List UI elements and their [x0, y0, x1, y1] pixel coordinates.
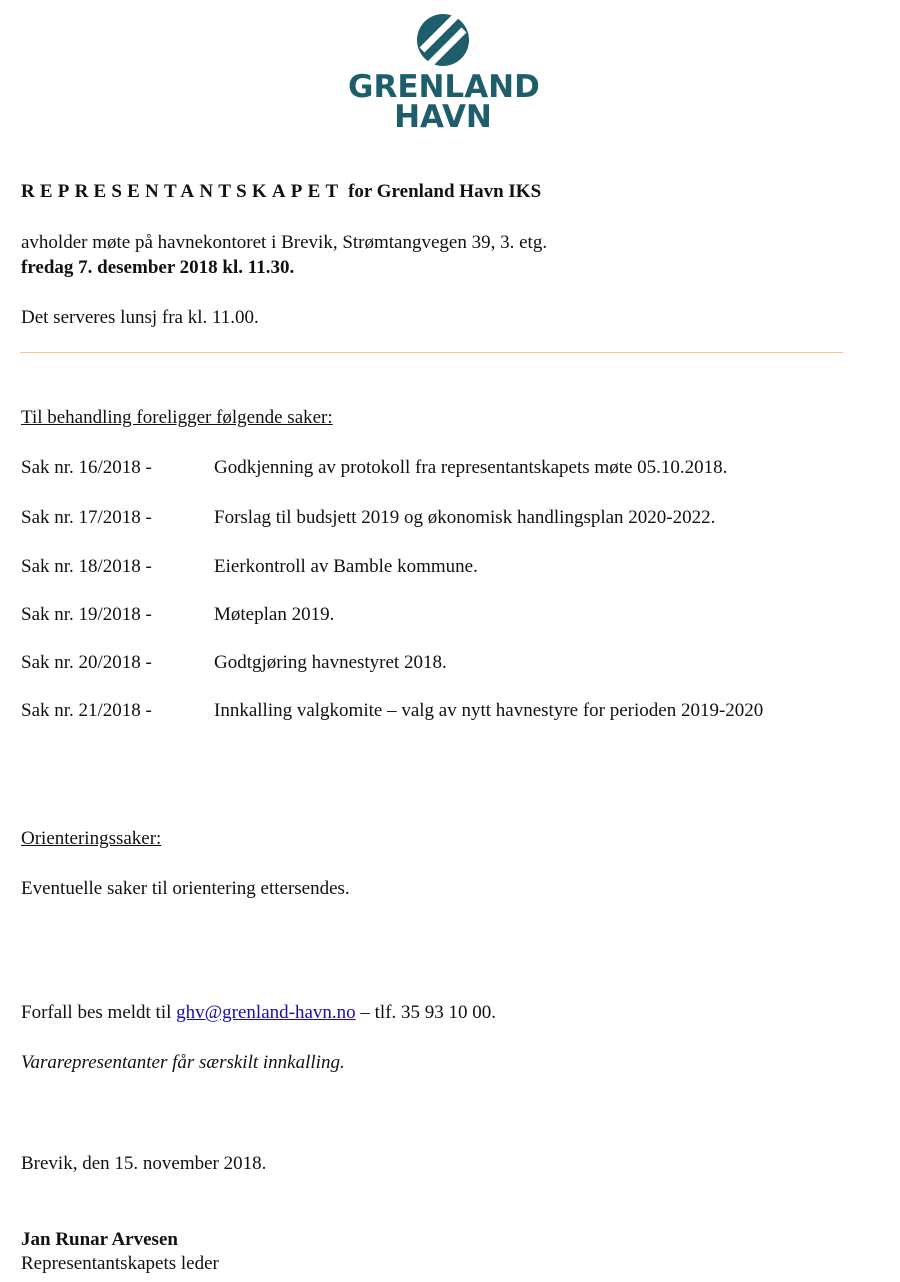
case-title: Møteplan 2019. — [214, 604, 335, 625]
list-item — [0, 457, 900, 481]
place-date: Brevik, den 15. november 2018. — [21, 1153, 267, 1174]
list-item — [0, 604, 900, 628]
grenland-havn-logo — [348, 8, 538, 133]
case-number: Sak nr. 17/2018 - — [21, 507, 152, 528]
case-number: Sak nr. 21/2018 - — [21, 700, 152, 721]
list-item — [0, 556, 900, 580]
case-title: Forslag til budsjett 2019 og økonomisk handlingsplan 2020-2022. — [214, 507, 716, 528]
document-heading — [21, 181, 541, 203]
lunch-info: Det serveres lunsj fra kl. 11.00. — [21, 307, 259, 328]
list-item — [0, 700, 900, 724]
meeting-date: fredag 7. desember 2018 kl. 11.30. — [21, 257, 295, 278]
case-title: Godtgjøring havnestyret 2018. — [214, 652, 447, 673]
case-number: Sak nr. 18/2018 - — [21, 556, 152, 577]
orientation-heading: Orienteringssaker: — [21, 828, 162, 849]
cases-heading: Til behandling foreligger følgende saker: — [21, 407, 333, 428]
divider-line — [20, 352, 843, 353]
orientation-text: Eventuelle saker til orientering ettersendes. — [21, 878, 350, 899]
case-number: Sak nr. 19/2018 - — [21, 604, 152, 625]
signature-name: Jan Runar Arvesen — [21, 1229, 178, 1250]
case-title: Godkjenning av protokoll fra representantskapets møte 05.10.2018. — [214, 457, 728, 478]
heading-organ: REPRESENTANTSKAPET — [21, 181, 344, 202]
case-title: Innkalling valgkomite – valg av nytt havnestyre for perioden 2019-2020 — [214, 700, 764, 721]
logo-line-2: HAVN — [394, 99, 492, 135]
heading-organization: for Grenland Havn IKS — [348, 181, 542, 202]
case-title: Eierkontroll av Bamble kommune. — [214, 556, 478, 577]
logo-line-1: GRENLAND — [348, 69, 540, 105]
contact-suffix: – tlf. 35 93 10 00. — [355, 1002, 497, 1023]
logo-mark-icon — [416, 10, 470, 70]
contact-line — [21, 1002, 496, 1024]
contact-prefix: Forfall bes meldt til — [21, 1002, 177, 1023]
substitute-note: Vararepresentanter får særskilt innkalling. — [21, 1052, 345, 1073]
email-link[interactable]: ghv@grenland-havn.no — [176, 1002, 356, 1023]
list-item — [0, 507, 900, 531]
meeting-location: avholder møte på havnekontoret i Brevik, Strømtangvegen 39, 3. etg. — [21, 232, 548, 253]
case-number: Sak nr. 20/2018 - — [21, 652, 152, 673]
list-item — [0, 652, 900, 676]
case-number: Sak nr. 16/2018 - — [21, 457, 152, 478]
signature-role: Representantskapets leder — [21, 1253, 219, 1274]
